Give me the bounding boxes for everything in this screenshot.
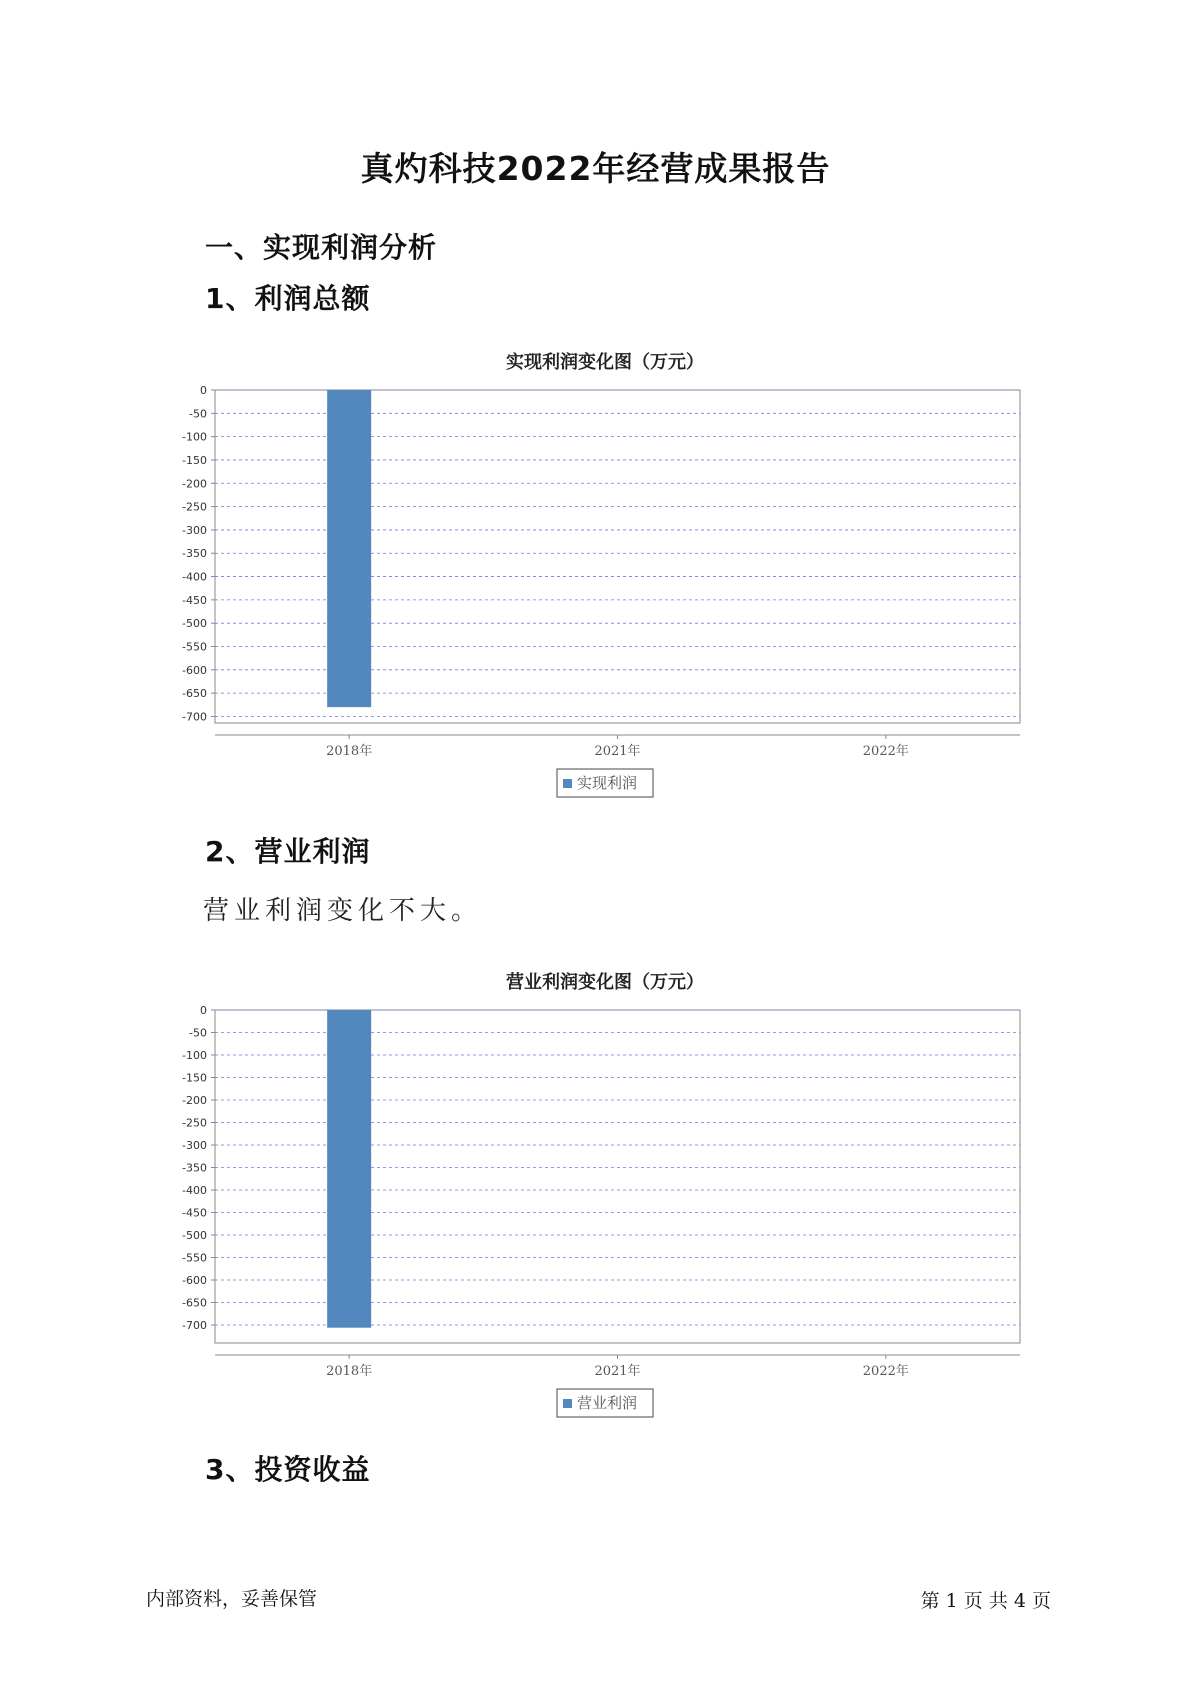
y-tick-label: -250 [182, 500, 207, 514]
x-tick-label: 2021年 [594, 1364, 641, 1379]
y-tick-label: -150 [182, 453, 207, 467]
x-tick-label: 2018年 [326, 744, 373, 759]
subsection-heading-operating-profit: 2、营业利润 [205, 835, 371, 868]
bar [327, 1010, 371, 1328]
y-tick-label: -100 [182, 430, 207, 444]
bar [327, 390, 371, 707]
x-tick-label: 2018年 [326, 1364, 373, 1379]
y-tick-label: -700 [182, 1319, 207, 1332]
legend-swatch [563, 1399, 572, 1408]
y-tick-label: -450 [182, 593, 207, 607]
y-tick-label: -550 [182, 1251, 207, 1265]
y-tick-label: -250 [182, 1116, 207, 1130]
legend-label: 实现利润 [577, 774, 638, 792]
chart-title: 实现利润变化图（万元） [506, 352, 704, 373]
y-tick-label: -600 [182, 1274, 207, 1287]
y-tick-label: -300 [182, 1139, 207, 1152]
x-tick-label: 2022年 [862, 744, 909, 759]
y-tick-label: -550 [182, 640, 207, 654]
y-tick-label: -150 [182, 1071, 207, 1085]
x-tick-label: 2022年 [862, 1364, 909, 1379]
y-tick-label: -700 [182, 710, 207, 724]
y-tick-label: -100 [182, 1049, 207, 1062]
legend-swatch [563, 779, 572, 788]
y-tick-label: -400 [182, 1184, 207, 1197]
section-heading-profit-analysis: 一、实现利润分析 [205, 231, 438, 264]
operating-profit-text: 营业利润变化不大。 [203, 896, 483, 926]
y-tick-label: 0 [200, 1004, 207, 1017]
footer-confidential-note: 内部资料，妥善保管 [146, 1588, 318, 1610]
y-tick-label: -600 [182, 663, 207, 677]
y-tick-label: -200 [182, 477, 207, 491]
y-tick-label: -50 [189, 1026, 207, 1040]
y-tick-label: -200 [182, 1094, 207, 1107]
chart-total-profit [160, 335, 1030, 792]
y-tick-label: -650 [182, 1296, 207, 1310]
chart-operating-profit [160, 955, 1030, 1412]
y-tick-label: -450 [182, 1206, 207, 1220]
report-title: 真灼科技2022年经营成果报告 [360, 149, 831, 188]
legend-label: 营业利润 [577, 1394, 638, 1412]
y-tick-label: -50 [189, 407, 207, 421]
subsection-heading-total-profit: 1、利润总额 [205, 282, 371, 315]
x-tick-label: 2021年 [594, 744, 641, 759]
y-tick-label: -300 [182, 523, 207, 537]
y-tick-label: -400 [182, 570, 207, 584]
y-tick-label: -350 [182, 547, 207, 561]
y-tick-label: -500 [182, 617, 207, 631]
chart-title: 营业利润变化图（万元） [506, 972, 704, 993]
y-tick-label: -650 [182, 687, 207, 701]
y-tick-label: -500 [182, 1229, 207, 1242]
chart-operating-profit-svg [160, 955, 1030, 1412]
y-tick-label: -350 [182, 1161, 207, 1175]
y-tick-label: 0 [200, 384, 207, 397]
subsection-heading-investment-income: 3、投资收益 [205, 1453, 371, 1486]
footer-page-number: 第 1 页 共 4 页 [920, 1590, 1051, 1612]
chart-total-profit-svg [160, 335, 1030, 792]
